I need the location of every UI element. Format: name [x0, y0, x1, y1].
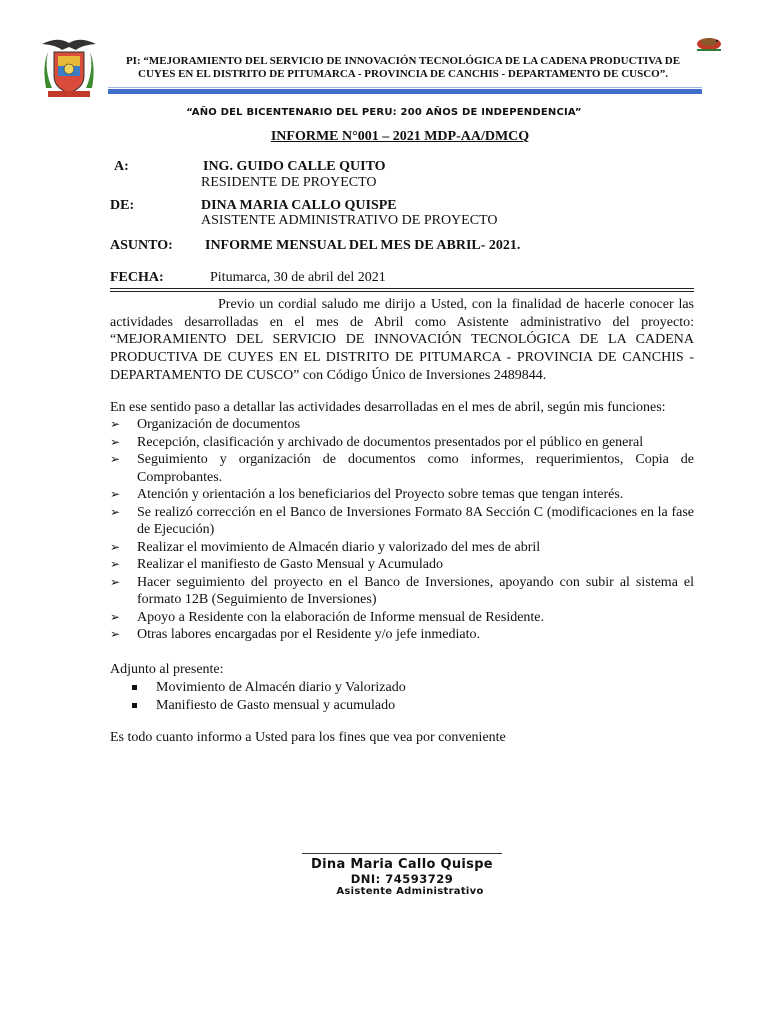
activities-list — [110, 416, 694, 644]
list-item: ➢ Hacer seguimiento del proyecto en el Banco de Inversiones, apoyando con subir al sistema el formato 12B (Seguimiento de Inversiones) — [110, 574, 694, 609]
signature-name: Dina Maria Callo Quispe — [311, 857, 493, 872]
list-item: ➢ Seguimiento y organización de documentos como informes, requerimientos, Copia de Comprobantes. — [110, 451, 694, 486]
from-label: DE: — [110, 198, 135, 213]
closing-sentence: Es todo cuanto informo a Usted para los fines que vea por conveniente — [110, 730, 506, 745]
list-item: ➢ Recepción, clasificación y archivado de documentos presentados por el público en general — [110, 434, 694, 452]
date-label: FECHA: — [110, 270, 164, 285]
to-role: RESIDENTE DE PROYECTO — [201, 175, 377, 190]
project-title-line-1: PI: “MEJORAMIENTO DEL SERVICIO DE INNOVACIÓN TECNOLÓGICA DE LA CADENA PRODUCTIVA DE — [125, 55, 681, 67]
activities-intro: En ese sentido paso a detallar las actividades desarrolladas en el mes de abril, según mis funciones: — [110, 400, 666, 415]
subject-label: ASUNTO: — [110, 238, 173, 253]
list-item: ➢ Apoyo a Residente con la elaboración de Informe mensual de Residente. — [110, 609, 694, 627]
signature-line — [302, 853, 502, 854]
list-item: ➢ Atención y orientación a los beneficiarios del Proyecto sobre temas que tengan interés. — [110, 486, 694, 504]
attachments-list — [110, 679, 694, 715]
project-title-line-2: CUYES EN EL DISTRITO DE PITUMARCA - PROVINCIA DE CANCHIS - DEPARTAMENTO DE CUSCO”. — [138, 68, 668, 80]
list-item: ➢ Se realizó corrección en el Banco de Inversiones Formato 8A Sección C (modificaciones en la fase de Ejecución) — [110, 504, 694, 539]
to-label: A: — [114, 159, 129, 174]
intro-paragraph: Previo un cordial saludo me dirijo a Usted, con la finalidad de hacerle conocer las actividades desarrolladas en el mes de Abril como Asistente administrativo del proyecto: “MEJORAMIENTO DEL SERVICIO DE INNOVACIÓN TECNOLÓGICA DE LA CADENA PRODUCTIVA DE CUYES EN EL DISTRITO DE PITUMARCA - PROVINCIA DE CANCHIS - DEPARTAMENTO DE CUSCO” con Código Único de Inversiones 2489844. — [110, 297, 694, 383]
cuy-guinea-pig-icon — [694, 33, 724, 53]
list-item: Movimiento de Almacén diario y Valorizado — [110, 679, 694, 697]
year-motto: “AÑO DEL BICENTENARIO DEL PERU: 200 AÑOS DE INDEPENDENCIA” — [186, 107, 582, 118]
to-name: ING. GUIDO CALLE QUITO — [203, 159, 386, 174]
list-item: ➢ Realizar el movimiento de Almacén diario y valorizado del mes de abril — [110, 539, 694, 557]
header-double-rule-bottom — [110, 291, 694, 292]
header-double-rule-top — [110, 288, 694, 289]
header-blue-bar — [108, 89, 702, 94]
from-role: ASISTENTE ADMINISTRATIVO DE PROYECTO — [201, 213, 498, 228]
list-item: Manifiesto de Gasto mensual y acumulado — [110, 697, 694, 715]
subject-value: INFORME MENSUAL DEL MES DE ABRIL- 2021. — [205, 238, 521, 253]
list-item: ➢ Realizar el manifiesto de Gasto Mensual y Acumulado — [110, 556, 694, 574]
municipal-shield-eagle-icon — [38, 36, 100, 100]
header-thin-rule — [108, 87, 702, 88]
list-item: ➢ Organización de documentos — [110, 416, 694, 434]
list-item: ➢ Otras labores encargadas por el Residente y/o jefe inmediato. — [110, 626, 694, 644]
signature-dni: DNI: 74593729 — [350, 872, 454, 886]
attachments-intro: Adjunto al presente: — [110, 662, 224, 677]
signature-role: Asistente Administrativo — [336, 886, 484, 897]
project-title-header — [118, 55, 688, 81]
from-name: DINA MARIA CALLO QUISPE — [201, 198, 397, 213]
informe-title: INFORME N°001 – 2021 MDP-AA/DMCQ — [270, 129, 530, 144]
date-value: Pitumarca, 30 de abril del 2021 — [210, 270, 386, 285]
